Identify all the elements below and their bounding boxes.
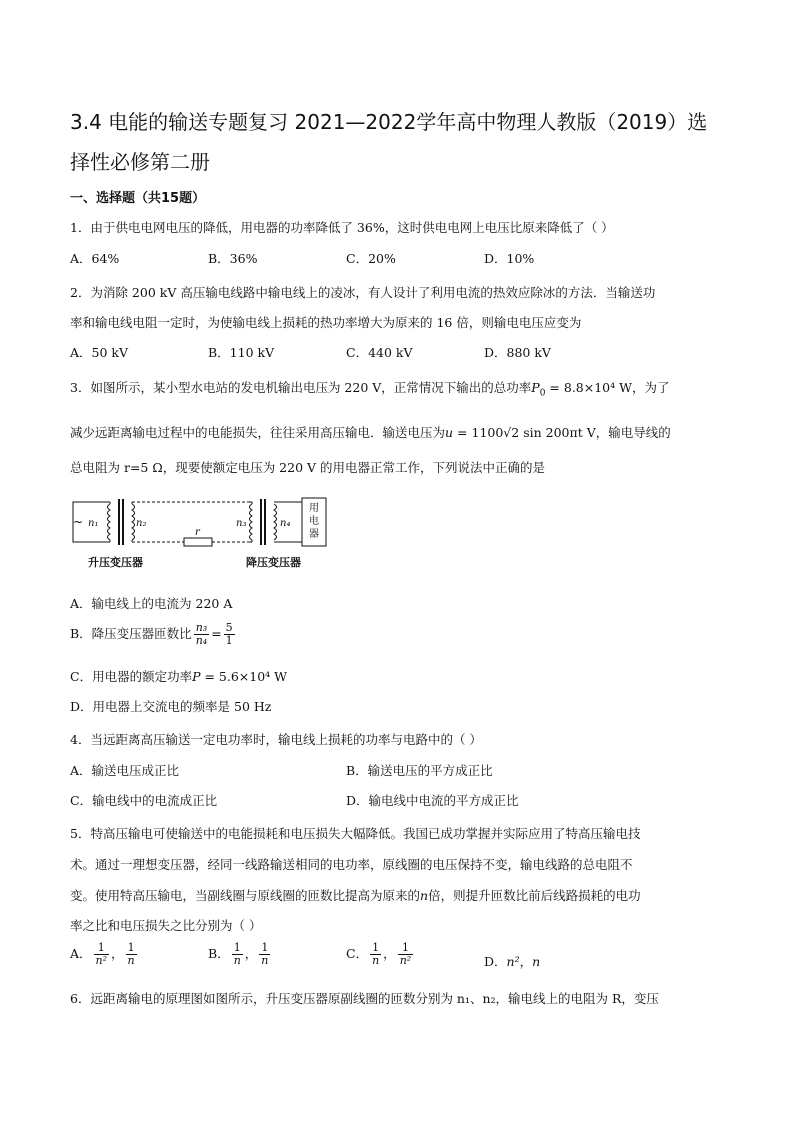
q5-stem-line-4: 率之比和电压损失之比分别为（ ） [70,918,262,933]
fraction [398,942,414,967]
frac-num: 1 [398,942,414,955]
q3-option-c-text: C．用电器的额定功率 [70,669,193,684]
fraction [232,942,243,967]
q2-option-c: C．440 kV [346,345,413,360]
q4-option-c: C．输电线中的电流成正比 [70,793,218,808]
option-value-2: n [532,954,541,969]
q5-option-b: B． $\frac{1}{n}$ ， $\frac{1}{n}$ [208,941,269,967]
fraction [126,942,137,967]
q3-voltage-var: u [445,425,454,440]
q5-stem-line-1: 5．特高压输电可使输送中的电能损耗和电压损失大幅降低。我国已成功掌握并实际应用了特高压输电技 [70,826,641,841]
frac-den: n [233,954,241,967]
option-label: B． [208,946,230,961]
q1-option-d: D．10% [484,251,535,266]
q5-n-var: n [420,888,429,903]
q3-stem-line-2 [70,423,671,441]
q3-option-c-var: P [192,669,201,684]
section-heading: 一、选择题（共15题） [70,191,206,206]
q1-option-c: C．20% [346,251,396,266]
q2-option-d: D．880 kV [484,345,551,360]
q3-power-sub: 0 [539,388,546,399]
fraction [94,942,110,967]
fraction [370,942,381,967]
ratio-value-fraction [224,622,235,647]
q3-stem-text: 3．如图所示，某小型水电站的发电机输出电压为 220 V，正常情况下输出的总功率 [70,380,532,395]
q4-option-d: D．输电线中电流的平方成正比 [346,793,519,808]
fraction [259,942,270,967]
q3-option-b-text: B．降压变压器匝数比 [70,626,192,641]
q5-option-d: D．n²，n [484,954,541,969]
q4-option-a: A．输送电压成正比 [70,763,180,778]
option-value-1: n² [506,954,520,969]
q1-option-b: B．36% [208,251,258,266]
q3-option-a: A．输电线上的电流为 220 A [70,596,233,611]
frac-den: n² [399,954,412,967]
q3-stem-line-1 [70,378,669,399]
option-label: A． [70,946,92,961]
q5-stem-line-2: 术。通过一理想变压器，经同一线路输送相同的电功率，原线圈的电压保持不变，输电线路的总电阻不 [70,857,633,872]
q3-option-b [70,622,237,647]
q3-stem-line-3: 总电阻为 r=5 Ω，现要使额定电压为 220 V 的用电器正常工作，下列说法中正确的是 [70,460,546,475]
q1-stem: 1．由于供电电网电压的降低，用电器的功率降低了 36%，这时供电电网上电压比原来降低了（ ） [70,220,614,235]
q3-option-c [70,667,287,685]
coil-n2-label: n₂ [136,518,147,529]
q3-power-value: = 8.8×10⁴ W，为了 [545,380,670,395]
frac-den: n [127,954,135,967]
q3-power-var: P [531,380,540,395]
load-label-2: 电 [309,516,319,527]
option-label: C． [346,946,369,961]
title-line-2: 择性必修第二册 [70,150,210,174]
frac-num: 1 [94,942,110,955]
q5-stem3-tail: 倍，则提升匝数比前后线路损耗的电功 [428,888,641,903]
frac-den: n [261,954,269,967]
q4-option-b: B．输送电压的平方成正比 [346,763,493,778]
q5-option-a: A． $\frac{1}{\text{n²}}$ ， $\frac{1}{n}$ [70,941,135,967]
ac-source-symbol: ~ [73,515,84,529]
title-line-1: 3.4 电能的输送专题复习 2021—2022学年高中物理人教版（2019）选 [70,110,708,134]
q3-option-c-value: = 5.6×10⁴ W [200,669,288,684]
equals-sign: = [211,626,222,641]
turns-ratio-fraction [194,622,210,647]
step-up-transformer-label: 升压变压器 [88,556,143,569]
load-label-3: 器 [309,529,319,540]
frac-den: n₄ [195,634,208,647]
frac-num: 1 [370,942,381,955]
q3-option-d: D．用电器上交流电的频率是 50 Hz [70,699,272,714]
q6-stem: 6．远距离输电的原理图如图所示，升压变压器原副线圈的匝数分别为 n₁、n₂，输电线上的电阻为 R，变压 [70,991,659,1006]
coil-n1-label: n₁ [88,518,99,529]
step-down-transformer-label: 降压变压器 [246,556,301,569]
frac-num: n₃ [195,621,208,634]
resistor-r-label: r [195,527,200,538]
option-label: D． [484,954,507,969]
coil-n3-label: n₃ [236,518,247,529]
page-title [70,102,730,182]
q2-option-b: B．110 kV [208,345,275,360]
frac-num: 1 [259,942,270,955]
frac-num: 1 [126,942,137,955]
q2-stem-line-2: 率和输电线电阻一定时，为使输电线上损耗的热功率增大为原来的 16 倍，则输电电压应变为 [70,315,582,330]
q5-option-c: C． $\frac{1}{n}$ ， $\frac{1}{\text{n²}}$ [346,941,412,967]
frac-den: 1 [225,634,233,647]
frac-num: 1 [232,942,243,955]
q3-stem2-text: 减少远距离输电过程中的电能损失，往往采用高压输电．输送电压为 [70,425,446,440]
frac-num: 5 [225,621,233,634]
q4-stem: 4．当远距离高压输送一定电功率时，输电线上损耗的功率与电路中的（ ） [70,732,482,747]
frac-den: n [372,954,380,967]
q1-option-a: A．64% [70,251,120,266]
q5-stem-line-3 [70,886,641,904]
q2-stem-line-1: 2．为消除 200 kV 高压输电线路中输电线上的凌冰，有人设计了利用电流的热效应除冰的方法．当输送功 [70,285,656,300]
q5-stem3-text: 变。使用特高压输电，当副线圈与原线圈的匝数比提高为原来的 [70,888,421,903]
frac-den: n² [95,954,108,967]
coil-n4-label: n₄ [280,518,291,529]
transformer-circuit-diagram [70,494,340,572]
q2-option-a: A．50 kV [70,345,129,360]
q3-voltage-expr: = 1100√2 sin 200πt V，输电导线的 [453,425,671,440]
load-label-1: 用 [309,503,319,514]
